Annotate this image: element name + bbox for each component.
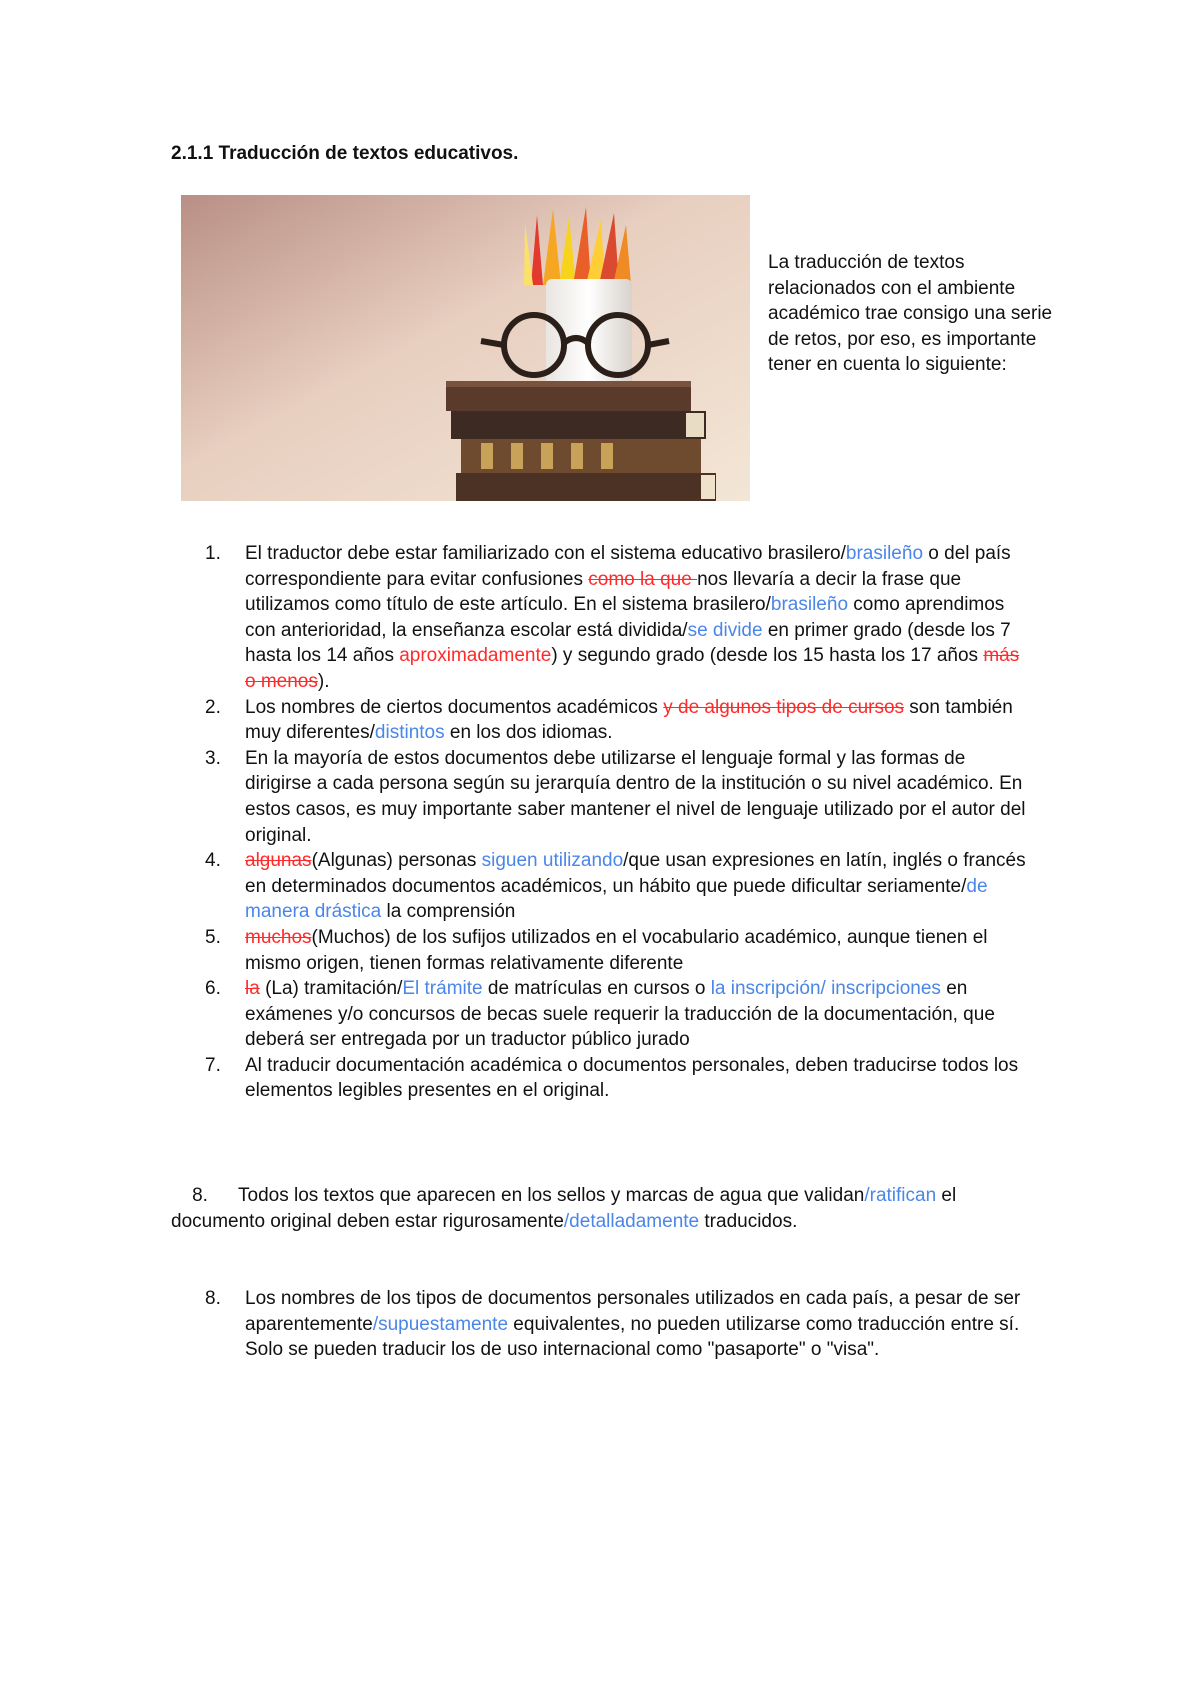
text-segment: ) y segundo grado (desde los 15 hasta los 17 años (551, 645, 984, 667)
blue-revision-text: /supuestamente (372, 1313, 509, 1335)
text-segment: (La) tramitación/ (259, 978, 403, 1000)
intro-text: La traducción de textos relacionados con el ambiente académico trae consigo una serie de retos, por eso, es importante tener en cuenta lo siguiente: (768, 252, 1053, 376)
text-segment: (Algunas) personas (311, 850, 482, 872)
list-item (0, 695, 1035, 746)
deleted-text: muchos (245, 926, 312, 948)
text-segment: el documento original deben estar rigurosamente (171, 1185, 957, 1232)
text-segment: Todos los textos que aparecen en los sellos y marcas de agua que validan (238, 1185, 865, 1206)
text-segment: en exámenes y/o concursos de becas suele requerir la traducción de la documentación, que deberá ser entregada por un traductor público jurado (245, 978, 995, 1051)
requirements-list-continued (0, 1286, 1200, 1363)
item-number: 1. (205, 543, 221, 564)
text-segment: /que usan expresiones en latín, inglés o francés en determinados documentos académicos, un hábito que puede dificultar seriamente/ (245, 850, 1026, 897)
deleted-text: algunas (245, 850, 312, 872)
blue-revision-text: de manera drástica (245, 875, 988, 923)
blue-revision-text: distintos (374, 722, 445, 744)
item-number: 7. (205, 1054, 221, 1076)
text-segment: El traductor debe estar familiarizado con el sistema educativo brasilero/ (245, 543, 846, 564)
item-number: 5. (205, 926, 221, 948)
text-segment: Al traducir documentación académica o documentos personales, deben traducirse todos los elementos legibles presentes en el original. (245, 1054, 1019, 1102)
requirements-list (0, 541, 1200, 1104)
list-item (0, 925, 1035, 976)
list-item (0, 848, 1035, 925)
text-segment: ). (317, 670, 330, 692)
blue-revision-text: brasileño (770, 594, 849, 616)
item-number: 8. (205, 1288, 221, 1309)
text-segment: (Muchos) de los sufijos utilizados en el vocabulario académico, aunque tienen el mismo origen, tienen formas relativamente diferente (245, 926, 988, 974)
text-segment: en los dos idiomas. (444, 722, 613, 744)
red-revision-text: aproximadamente (399, 645, 552, 667)
blue-revision-text: El trámite (402, 978, 483, 1000)
section-heading: 2.1.1 Traducción de textos educativos. (171, 143, 519, 164)
list-item (0, 1053, 1035, 1104)
blue-revision-text: /detalladamente (563, 1210, 700, 1232)
item-number: 8. (171, 1185, 208, 1206)
text-segment: en primer grado (desde los 7 hasta los 14 años (245, 619, 1011, 667)
text-segment: equivalentes, no pueden utilizarse como traducción entre sí. Solo se pueden traducir los de uso internacional como "pasaporte" o "visa". (245, 1313, 1020, 1361)
item-number: 6. (205, 978, 221, 1000)
deleted-text: más o menos (245, 645, 1020, 692)
text-segment: Los nombres de ciertos documentos académicos (245, 696, 664, 718)
list-item (0, 976, 1035, 1053)
list-item-8-paragraph (171, 1183, 1011, 1234)
list-item (0, 541, 1035, 695)
blue-revision-text: se divide (687, 619, 763, 641)
text-segment: Los nombres de los tipos de documentos personales utilizados en cada país, a pesar de ser aparentemente (245, 1288, 1021, 1335)
item-number: 4. (205, 850, 221, 872)
text-segment: traducidos. (699, 1210, 798, 1232)
text-segment: o del país correspondiente para evitar confusiones (245, 543, 1011, 590)
deleted-text: la (245, 978, 260, 1000)
list-item (0, 746, 1035, 848)
text-segment: En la mayoría de estos documentos debe utilizarse el lenguaje formal y las formas de dirigirse a cada persona según su jerarquía dentro de la institución o su nivel académico. En estos casos, es muy importante saber mantener el nivel de lenguaje utilizado por el autor del original. (245, 747, 1026, 846)
blue-revision-text: brasileño (845, 543, 924, 564)
text-segment: de matrículas en cursos o (482, 978, 711, 1000)
list-item (0, 1286, 1035, 1363)
blue-revision-text: la inscripción/ inscripciones (710, 978, 941, 1000)
text-segment: como aprendimos con anterioridad, la enseñanza escolar está dividida/ (245, 594, 1005, 641)
blue-revision-text: siguen utilizando (481, 850, 624, 872)
deleted-text: como la que (588, 568, 698, 590)
item-number: 3. (205, 747, 221, 769)
deleted-text: y de algunos tipos de cursos (663, 696, 905, 718)
pencils-books-photo (181, 195, 750, 501)
text-segment: la comprensión (381, 901, 516, 923)
text-segment: son también muy diferentes/ (245, 696, 1013, 744)
text-segment: nos llevaría a decir la frase que utilizamos como título de este artículo. En el sistema brasilero/ (245, 568, 962, 616)
item-number: 2. (205, 696, 221, 718)
blue-revision-text: /ratifican (864, 1185, 937, 1206)
